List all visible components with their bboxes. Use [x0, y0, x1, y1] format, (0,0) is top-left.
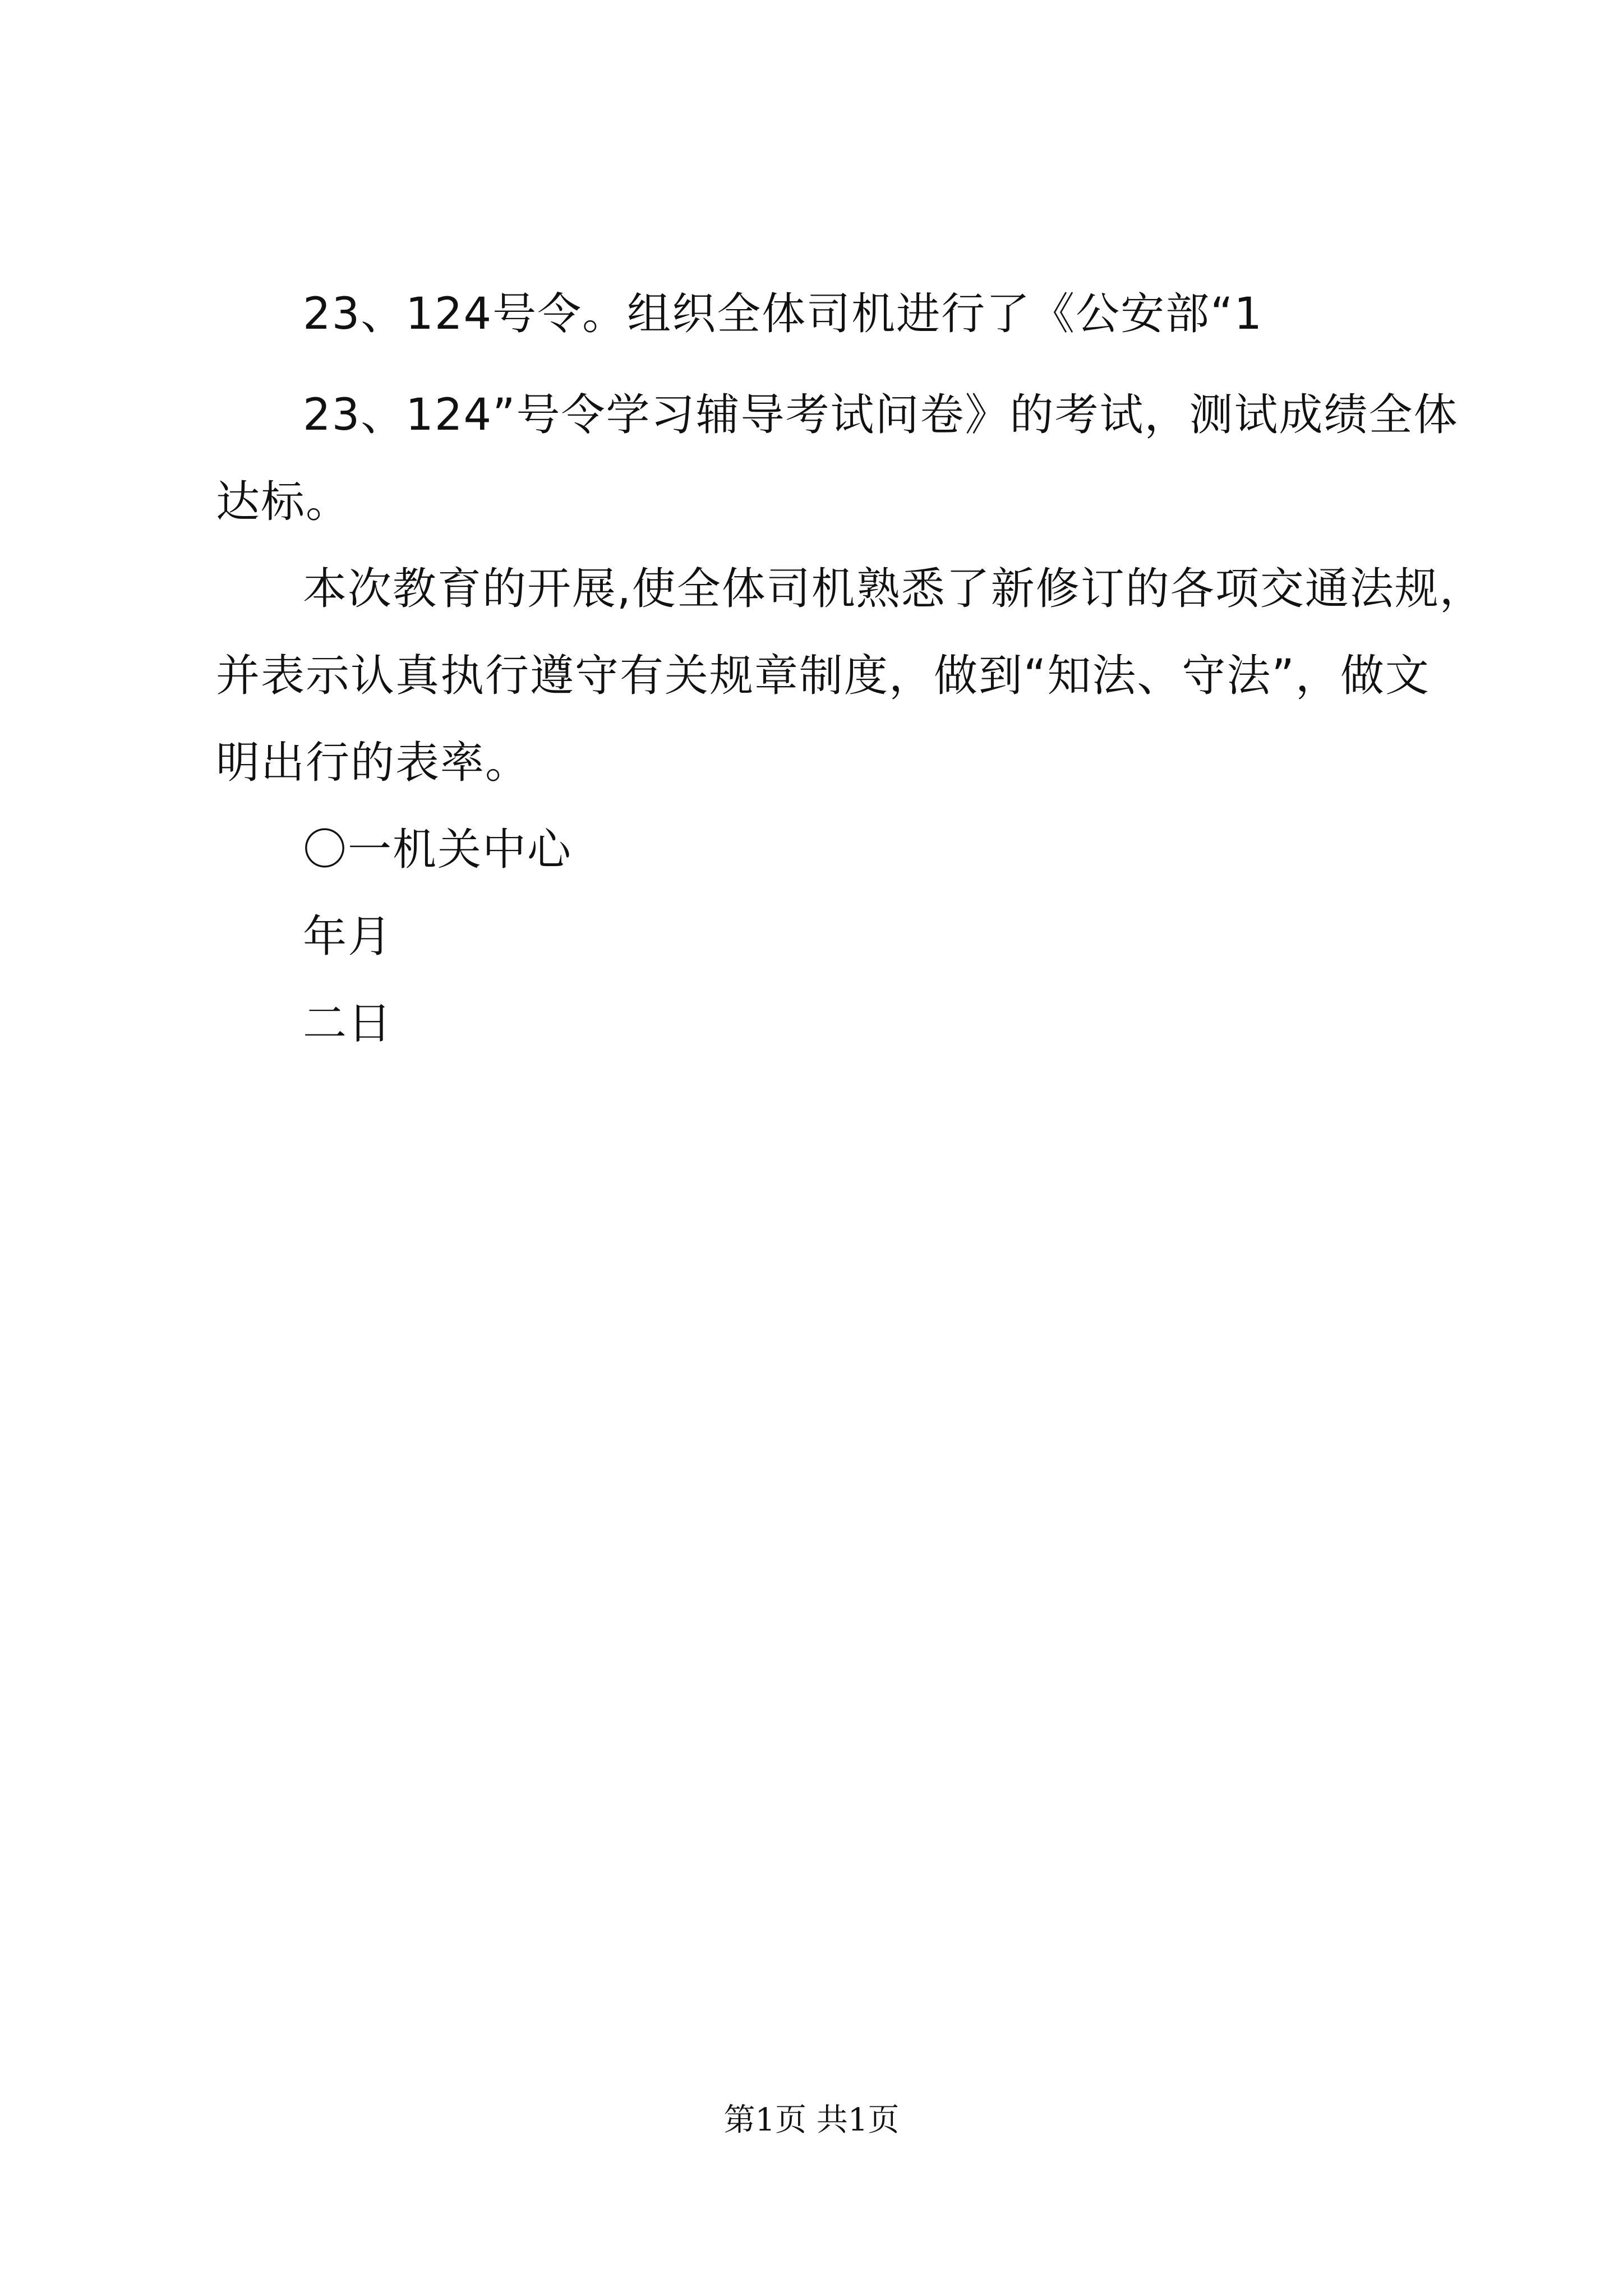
paragraph-3-line-3: 明出行的表率。 [216, 738, 531, 788]
paragraph-1-line-1: 23、124号令。组织全体司机进行了《公安部“1 [303, 289, 1264, 339]
signature-year-month: 年月 [303, 912, 393, 962]
page-number-footer: 第1页 共1页 [723, 2102, 900, 2138]
paragraph-2-line-1: 23、124”号令学习辅导考试问卷》的考试，测试成绩全体 [303, 390, 1459, 440]
signature-organization: 〇一机关中心 [303, 825, 573, 875]
paragraph-3-line-2: 并表示认真执行遵守有关规章制度，做到“知法、守法”，做文 [216, 651, 1430, 701]
paragraph-3-line-1: 本次教育的开展,使全体司机熟悉了新修订的各项交通法规， [303, 564, 1484, 614]
paragraph-2-line-2: 达标。 [216, 477, 351, 527]
signature-day: 二日 [303, 999, 393, 1049]
